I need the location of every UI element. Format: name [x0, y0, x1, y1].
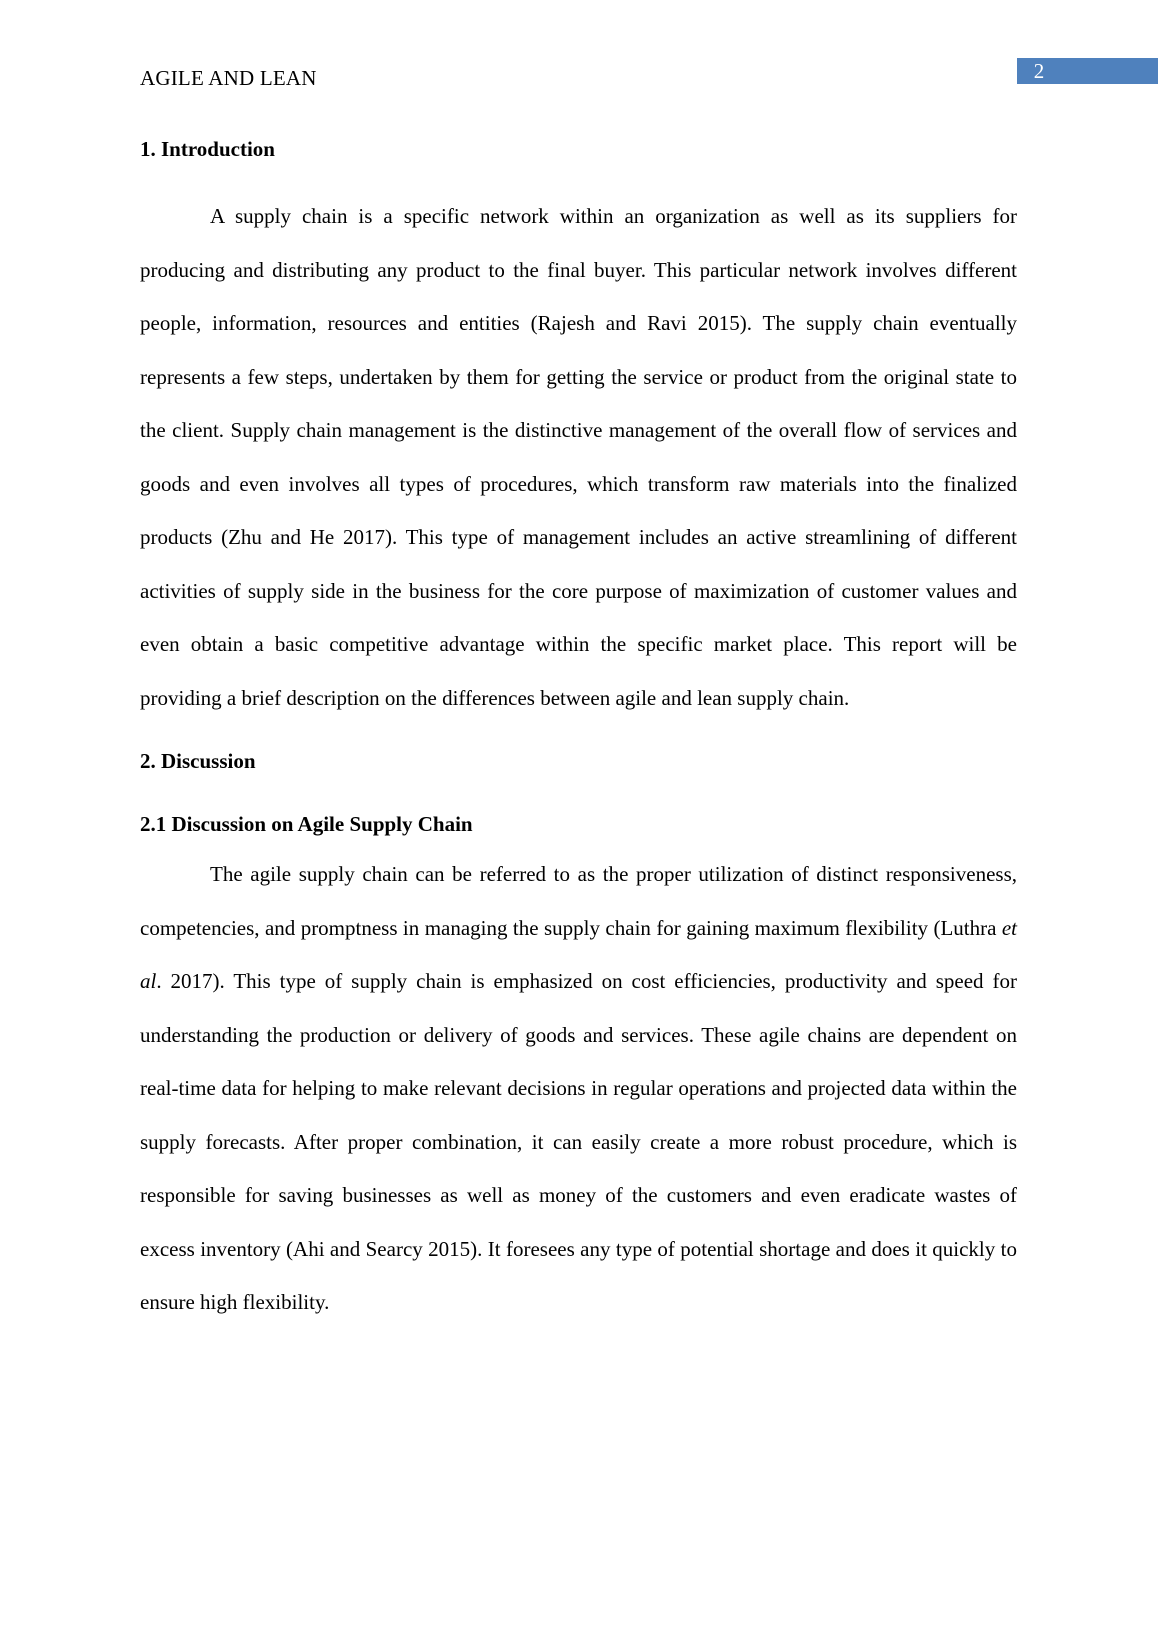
- agile-paragraph-text-2: . 2017). This type of supply chain is emphasized on cost efficiencies, productivity and speed for understanding the production or delivery of goods and services. These agile chains are dependent on real-time data for helping to make relevant decisions in regular operations and projected data within the supply forecasts. After proper combination, it can easily create a more robust procedure, which is responsible for saving businesses as well as money of the customers and even eradicate wastes of excess inventory (Ahi and Searcy 2015). It foresees any type of potential shortage and does it quickly to ensure high flexibility.: [140, 969, 1017, 1314]
- agile-paragraph-text-1: The agile supply chain can be referred to as the proper utilization of distinct responsiveness, competencies, and promptness in managing the supply chain for gaining maximum flexibility (Luthra: [140, 862, 1017, 940]
- page-number: 2: [1033, 59, 1045, 83]
- introduction-paragraph: A supply chain is a specific network within an organization as well as its suppliers for producing and distributing any product to the final buyer. This particular network involves different people, information, resources and entities (Rajesh and Ravi 2015). The supply chain eventually represents a few steps, undertaken by them for getting the service or product from the original state to the client. Supply chain management is the distinctive management of the overall flow of services and goods and even involves all types of procedures, which transform raw materials into the finalized products (Zhu and He 2017). This type of management includes an active streamlining of different activities of supply side in the business for the core purpose of maximization of customer values and even obtain a basic competitive advantage within the specific market place. This report will be providing a brief description on the differences between agile and lean supply chain.: [140, 204, 1017, 710]
- agile-paragraph: [140, 848, 1017, 1330]
- agile-paragraph-italic: et al: [140, 915, 1017, 993]
- section-heading-introduction: 1. Introduction: [140, 137, 275, 161]
- running-head: AGILE AND LEAN: [140, 66, 317, 90]
- subsection-heading-agile: 2.1 Discussion on Agile Supply Chain: [140, 812, 473, 836]
- section-heading-discussion: 2. Discussion: [140, 749, 256, 773]
- document-body: [140, 134, 1017, 1330]
